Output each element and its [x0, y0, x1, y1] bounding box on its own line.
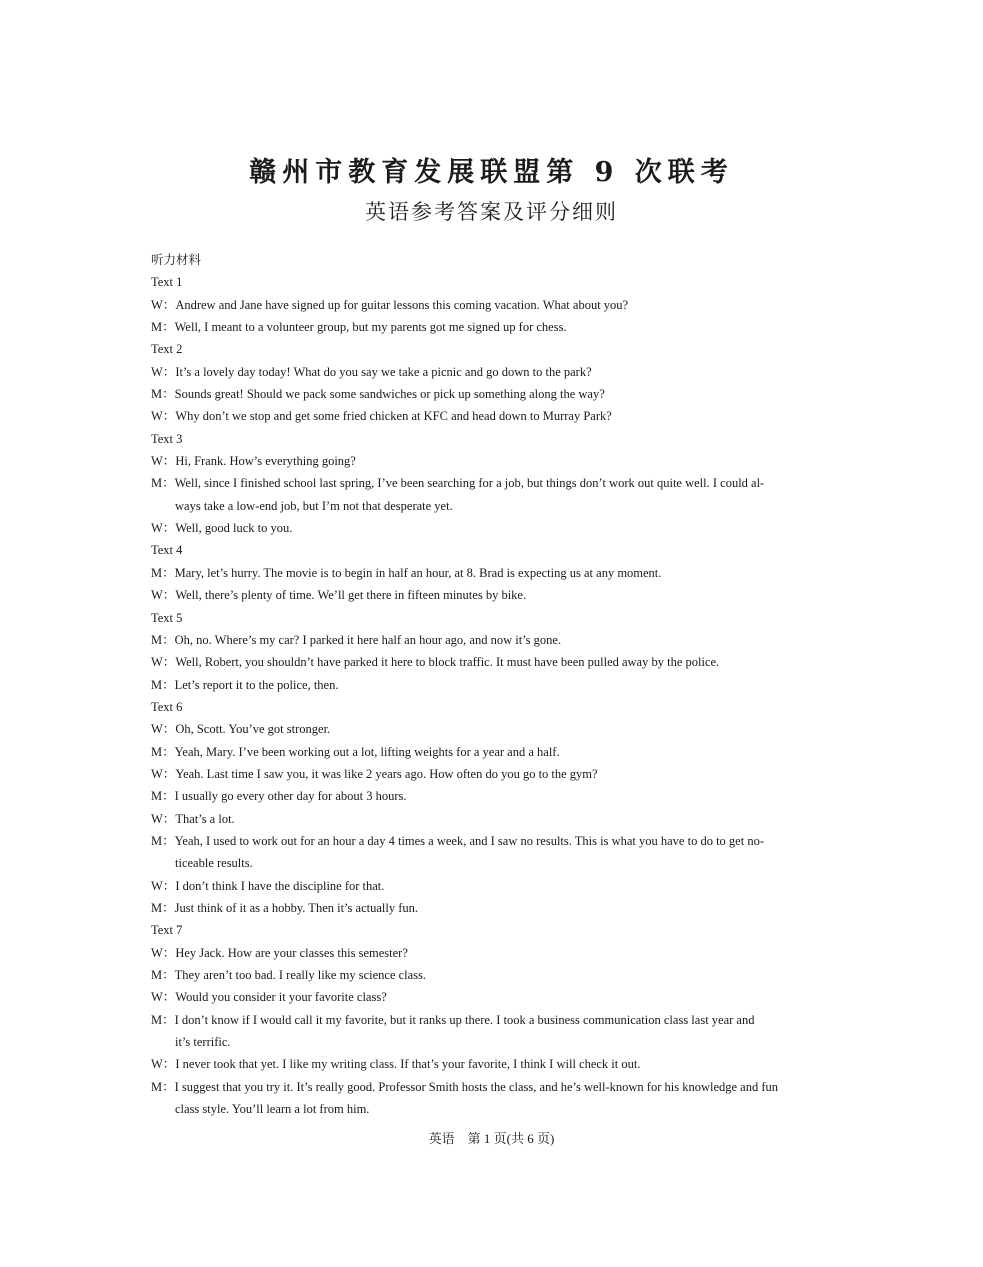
dialogue-text: Well, good luck to you.	[175, 521, 293, 536]
dialogue-line	[151, 964, 835, 986]
dialogue-text: That’s a lot.	[175, 811, 235, 826]
dialogue-text: They aren’t too bad. I really like my science class.	[174, 968, 427, 982]
speaker-label: W：	[151, 364, 176, 379]
dialogue-line	[151, 674, 835, 696]
dialogue-line	[151, 651, 835, 673]
dialogue-line	[151, 942, 835, 964]
dialogue-line	[151, 562, 835, 584]
dialogue-text: Let’s report it to the police, then.	[174, 677, 339, 692]
dialogue-text: I don’t know if I would call it my favorite, but it ranks up there. I took a business communication class last year and	[174, 1012, 755, 1027]
dialogue-text: Oh, no. Where’s my car? I parked it here half an hour ago, and now it’s gone.	[174, 632, 562, 647]
speaker-label: W：	[151, 990, 176, 1005]
dialogue-text: Well, since I finished school last spring, I’ve been searching for a job, but things don’t work out quite well. I could al-	[174, 476, 765, 491]
dialogue-text: I never took that yet. I like my writing class. If that’s your favorite, I think I will check it out.	[175, 1057, 641, 1072]
dialogue-text: Well, there’s plenty of time. We’ll get there in fifteen minutes by bike.	[175, 588, 527, 603]
speaker-label: M：	[151, 320, 175, 335]
dialogue-line	[151, 808, 835, 830]
dialogue-text: Yeah, I used to work out for an hour a day 4 times a week, and I saw no results. This is what you have to do to get no-	[174, 833, 764, 848]
dialogue-text: Hi, Frank. How’s everything going?	[175, 454, 356, 469]
dialogue-text: Just think of it as a hobby. Then it’s actually fun.	[174, 900, 418, 915]
speaker-label: W：	[151, 766, 176, 781]
dialogue-text: I suggest that you try it. It’s really good. Professor Smith hosts the class, and he’s well-known for his knowledge and fun	[174, 1079, 779, 1094]
dialogue-line	[151, 897, 835, 919]
speaker-label: M：	[151, 1079, 175, 1094]
dialogue-line	[151, 785, 835, 807]
speaker-label: M：	[151, 476, 175, 491]
dialogue-line	[151, 1053, 835, 1075]
text-label: Text 2	[151, 342, 183, 357]
speaker-label: W：	[151, 722, 176, 737]
speaker-label: M：	[151, 968, 175, 982]
speaker-label: M：	[151, 833, 175, 848]
speaker-label: M：	[151, 744, 175, 759]
speaker-label: W：	[151, 655, 176, 670]
dialogue-line	[151, 986, 835, 1008]
section-title: 听力材料	[151, 252, 202, 267]
speaker-label: W：	[151, 811, 176, 826]
dialogue-line	[151, 517, 835, 539]
dialogue-text: It’s a lovely day today! What do you say we take a picnic and go down to the park?	[175, 364, 592, 379]
dialogue-text: Mary, let’s hurry. The movie is to begin in half an hour, at 8. Brad is expecting us at any moment.	[174, 565, 662, 580]
dialogue-line	[151, 472, 835, 517]
speaker-label: M：	[151, 789, 175, 804]
dialogue-line	[151, 763, 835, 785]
dialogue-text: I usually go every other day for about 3 hours.	[174, 789, 407, 804]
speaker-label: M：	[151, 565, 175, 580]
dialogue-line	[151, 741, 835, 763]
listening-transcript	[151, 249, 835, 1120]
speaker-label: M：	[151, 900, 175, 915]
speaker-label: W：	[151, 878, 176, 893]
dialogue-text: Hey Jack. How are your classes this semester?	[175, 945, 408, 960]
dialogue-text: Sounds great! Should we pack some sandwiches or pick up something along the way?	[174, 387, 605, 402]
dialogue-text: class style. You’ll learn a lot from him.	[175, 1102, 370, 1117]
speaker-label: M：	[151, 632, 175, 647]
dialogue-line	[151, 1076, 835, 1121]
dialogue-text: Yeah. Last time I saw you, it was like 2 years ago. How often do you go to the gym?	[175, 766, 598, 781]
speaker-label: W：	[151, 521, 176, 536]
dialogue-line	[151, 584, 835, 606]
dialogue-line	[151, 875, 835, 897]
text-label: Text 1	[151, 275, 183, 290]
text-label: Text 3	[151, 431, 183, 446]
dialogue-text: Oh, Scott. You’ve got stronger.	[175, 722, 331, 737]
dialogue-text: I don’t think I have the discipline for that.	[175, 878, 385, 893]
dialogue-line	[151, 629, 835, 651]
dialogue-text: ways take a low-end job, but I’m not that desperate yet.	[175, 498, 453, 513]
speaker-label: W：	[151, 297, 176, 312]
text-label: Text 4	[151, 543, 183, 558]
speaker-label: W：	[151, 1057, 176, 1072]
dialogue-text: Yeah, Mary. I’ve been working out a lot, lifting weights for a year and a half.	[174, 744, 560, 759]
dialogue-line	[151, 718, 835, 740]
dialogue-text: Well, Robert, you shouldn’t have parked it here to block traffic. It must have been pulled away by the police.	[175, 655, 720, 670]
text-label: Text 5	[151, 610, 183, 625]
dialogue-line	[151, 450, 835, 472]
dialogue-text: Well, I meant to a volunteer group, but my parents got me signed up for chess.	[174, 320, 567, 335]
dialogue-line	[151, 294, 835, 316]
dialogue-line	[151, 405, 835, 427]
dialogue-line	[151, 316, 835, 338]
page-footer: 英语 第 1 页(共 6 页)	[428, 1131, 555, 1146]
speaker-label: M：	[151, 387, 175, 402]
dialogue-text: Would you consider it your favorite class?	[175, 990, 387, 1005]
dialogue-text: ticeable results.	[175, 856, 253, 871]
speaker-label: M：	[151, 1012, 175, 1027]
dialogue-line	[151, 830, 835, 875]
speaker-label: M：	[151, 677, 175, 692]
dialogue-line	[151, 361, 835, 383]
speaker-label: W：	[151, 454, 176, 469]
document-subtitle: 英语参考答案及评分细则	[365, 200, 618, 224]
speaker-label: W：	[151, 588, 176, 603]
text-label: Text 6	[151, 699, 183, 714]
speaker-label: W：	[151, 945, 176, 960]
dialogue-text: Andrew and Jane have signed up for guitar lessons this coming vacation. What about you?	[175, 297, 629, 312]
dialogue-text: it’s terrific.	[175, 1035, 231, 1050]
dialogue-text: Why don’t we stop and get some fried chicken at KFC and head down to Murray Park?	[175, 409, 612, 424]
text-label: Text 7	[151, 923, 183, 938]
speaker-label: W：	[151, 409, 176, 424]
dialogue-line	[151, 1009, 835, 1054]
document-title: 赣州市教育发展联盟第 9 次联考	[249, 157, 734, 188]
dialogue-line	[151, 383, 835, 405]
